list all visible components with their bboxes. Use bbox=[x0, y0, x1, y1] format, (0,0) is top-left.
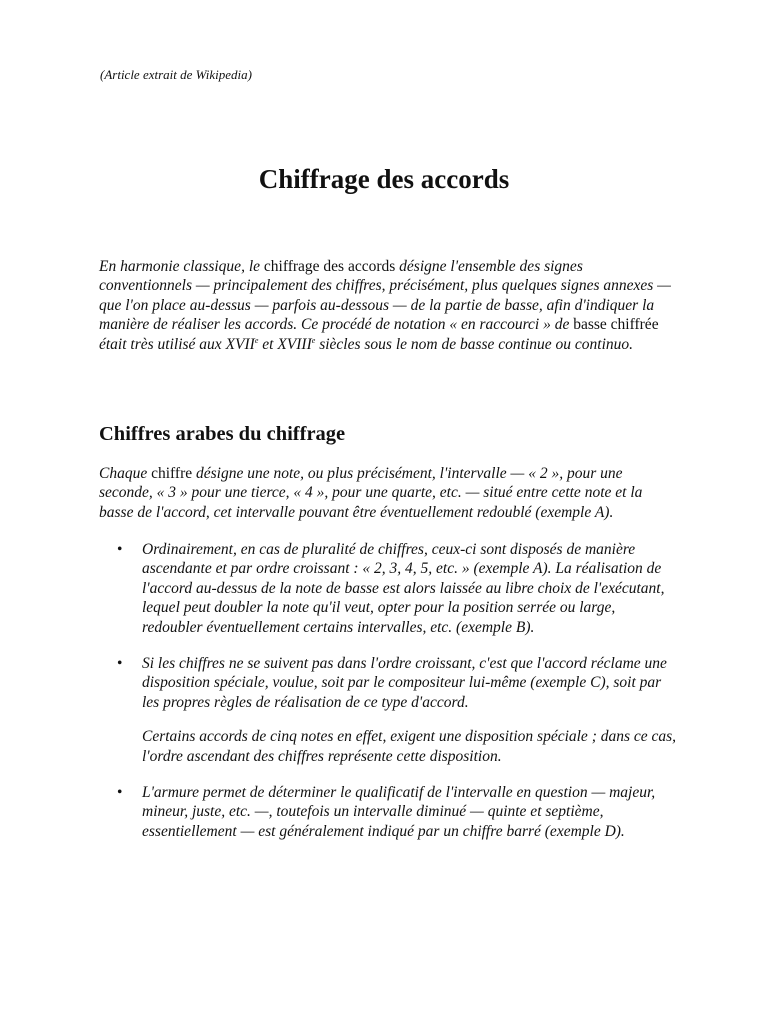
section-intro-text-2: désigne une note, ou plus précisément, l'intervalle — « 2 », pour une seconde, « 3 » pour une tierce, « 4 », pour une quarte, etc. — situé entre cette note et la basse de l'accord, cet intervalle pouvant être éventuellement redoublé (exemple A). bbox=[99, 465, 643, 521]
list-item bbox=[99, 654, 679, 766]
intro-text-5: siècles sous le nom de basse continue ou continuo. bbox=[315, 335, 634, 353]
list-item-text: L'armure permet de déterminer le qualificatif de l'intervalle en question — majeur, mineur, juste, etc. —, toutefois un intervalle diminué — quinte et septième, essentiellement — est généralement indiqué par un chiffre barré (exemple D). bbox=[142, 784, 656, 840]
list-item bbox=[99, 783, 679, 841]
intro-text-1: En harmonie classique, le bbox=[99, 258, 264, 275]
list-item-text: Ordinairement, en cas de pluralité de chiffres, ceux-ci sont disposés de manière ascendante et par ordre croissant : « 2, 3, 4, 5, etc. » (exemple A). La réalisation de l'accord au-dessus de la note de basse est alors laissée au libre choix de l'exécutant, lequel peut doubler la note qu'il veut, opter pour la position serrée ou large, redoubler éventuellement certains intervalles, etc. (exemple B). bbox=[142, 541, 665, 636]
intro-paragraph bbox=[99, 257, 679, 354]
intro-text-4: et XVIII bbox=[258, 335, 312, 353]
list-item-text: Si les chiffres ne se suivent pas dans l'ordre croissant, c'est que l'accord réclame une disposition spéciale, voulue, soit par le compositeur lui-même (exemple C), soit par les propres règles de réalisation de ce type d'accord. bbox=[142, 655, 667, 711]
bullet-marker: • bbox=[117, 655, 123, 673]
superscript-e: e bbox=[254, 335, 259, 345]
intro-term-chiffrage: chiffrage des accords bbox=[263, 258, 396, 275]
intro-term-basse-chiffree: basse chiffrée bbox=[573, 316, 659, 334]
bullet-marker: • bbox=[117, 541, 123, 558]
intro-text-2: désigne l'ensemble des signes conventionnels — principalement des chiffres, précisément, plus quelques signes annexes — que l'on place au-dessus — parfois au-dessous — de la partie de basse, afin d'indiquer la manière de réaliser les accords. Ce procédé de notation « en raccourci » de bbox=[99, 258, 671, 334]
section-intro-term-chiffre: chiffre bbox=[151, 465, 193, 482]
section-intro-text-1: Chaque bbox=[99, 465, 152, 482]
bullet-marker: • bbox=[117, 784, 123, 802]
intro-text-3: était très utilisé aux XVII bbox=[99, 335, 255, 353]
bullet-list bbox=[99, 540, 679, 858]
page-title: Chiffrage des accords bbox=[258, 164, 510, 194]
superscript-e: e bbox=[311, 335, 316, 345]
section-intro-paragraph bbox=[99, 464, 679, 522]
section-heading: Chiffres arabes du chiffrage bbox=[99, 423, 346, 445]
list-item-text-continued: Certains accords de cinq notes en effet, exigent une disposition spéciale ; dans ce cas, l'ordre ascendant des chiffres représente cette disposition. bbox=[142, 728, 677, 765]
source-note: (Article extrait de Wikipedia) bbox=[100, 67, 252, 82]
list-item bbox=[99, 540, 679, 637]
